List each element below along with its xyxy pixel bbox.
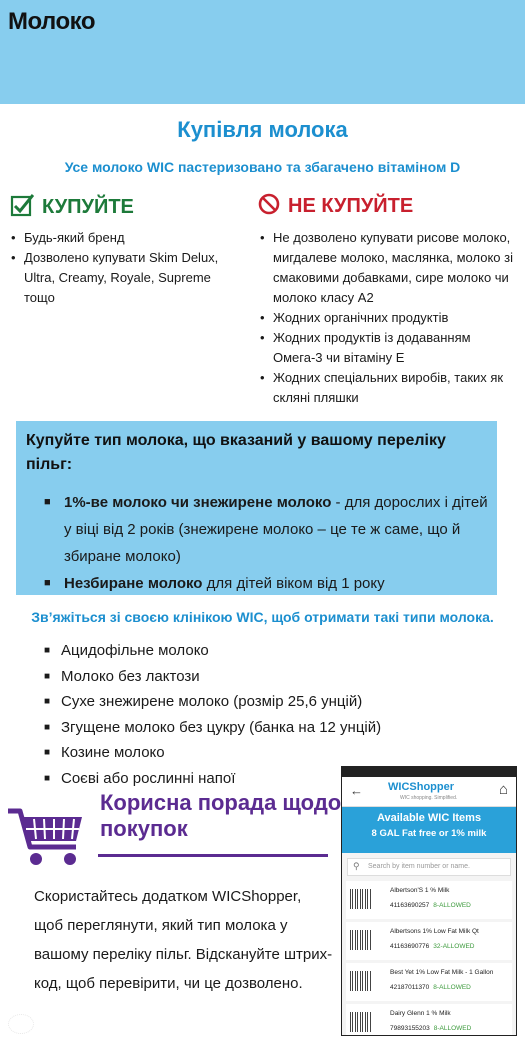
app-item-code: 79893155203: [390, 1025, 430, 1032]
list-item-bold: Незбиране молоко: [64, 575, 203, 592]
app-banner: [342, 807, 516, 853]
list-item: [44, 570, 489, 597]
app-banner-subtitle: 8 GAL Fat free or 1% milk: [371, 828, 487, 839]
benefit-box-title: Купуйте тип молока, що вказаний у вашому переліку пільг:: [26, 432, 446, 473]
app-item-code-row: [390, 943, 474, 950]
do-not-buy-heading: [258, 193, 413, 220]
search-icon: ⚲: [353, 861, 360, 871]
app-item-name: Best Yet 1% Low Fat Milk - 1 Gallon: [390, 969, 494, 976]
list-item: ■ Ацидофільне молоко: [44, 638, 381, 664]
app-item-code: 41163690776: [390, 943, 430, 950]
list-item-text: - для дорослих і дітей у віці від 2 років (знежирене молоко – це те ж саме, що й збиране молоко): [64, 494, 488, 565]
tip-title-line1: Корисна порада щодо: [100, 790, 342, 815]
list-item: • Жодних органічних продуктів: [257, 308, 515, 328]
app-item-code-row: [390, 1025, 471, 1032]
app-item-name: Albertsons 1% Low Fat Milk Qt: [390, 928, 479, 935]
app-banner-title: Available WIC Items: [376, 812, 482, 824]
app-logo: WICShopper: [388, 781, 454, 793]
app-item-code-row: [390, 984, 471, 991]
app-item-code: 42187011370: [390, 984, 430, 991]
app-screenshot: [341, 766, 517, 1036]
faint-watermark: [8, 1014, 34, 1034]
shopping-cart-icon: [6, 805, 86, 874]
app-list-item: [346, 1004, 512, 1036]
special-milk-list: [44, 638, 381, 791]
list-item: • Жодних продуктів із додаванням Омега-3 чи вітаміну Е: [257, 328, 515, 368]
barcode-icon: [350, 889, 372, 909]
app-search-field: [347, 858, 511, 876]
list-item: ■ Молоко без лактози: [44, 664, 381, 690]
list-item: ■ Козине молоко: [44, 740, 381, 766]
buy-list: [8, 228, 244, 308]
app-top-bar: [342, 777, 516, 807]
app-list-item: [346, 881, 512, 919]
tip-text: Скористайтесь додатком WICShopper, щоб переглянути, який тип молока у вашому переліку пільг. Відскануйте штрих-код, щоб перевірити, чи це дозволено.: [34, 888, 333, 992]
list-item: ■ Сухе знежирене молоко (розмір 25,6 унцій): [44, 689, 381, 715]
app-item-name: Albertson'S 1 % Milk: [390, 887, 450, 894]
do-not-buy-label: НЕ КУПУЙТЕ: [288, 195, 414, 217]
section-subtitle: Усе молоко WIC пастеризовано та збагачено вітаміном D: [64, 159, 461, 175]
page-title: Молоко: [8, 8, 95, 35]
list-item: • Жодних спеціальних виробів, таких як скляні пляшки: [257, 368, 515, 408]
list-item-text: для дітей віком від 1 року: [202, 575, 385, 592]
app-item-status: 32-ALLOWED: [433, 943, 475, 950]
app-item-status: 8-ALLOWED: [433, 984, 471, 991]
list-item: ■ Соєві або рослинні напої: [44, 766, 381, 792]
list-item: • Дозволено купувати Skim Delux, Ultra, Creamy, Royale, Supreme тощо: [8, 248, 244, 308]
list-item: ■ Згущене молоко без цукру (банка на 12 унцій): [44, 715, 381, 741]
benefit-box-list: [44, 489, 489, 597]
section-title: Купівля молока: [177, 117, 348, 142]
app-tagline: WIC shopping. Simplified.: [400, 795, 458, 801]
barcode-icon: [350, 971, 372, 991]
tip-title: [100, 790, 341, 842]
no-symbol-icon: [258, 193, 280, 220]
buy-label: КУПУЙТЕ: [42, 196, 134, 218]
contact-clinic-text: Зв’яжіться зі своєю клінікою WIC, щоб отримати такі типи молока.: [31, 609, 494, 625]
app-item-name: Dairy Glenn 1 % Milk: [390, 1010, 451, 1017]
barcode-icon: [350, 1012, 372, 1032]
list-item: [44, 489, 489, 570]
app-list-item: [346, 963, 512, 1001]
list-item: • Будь-який бренд: [8, 228, 244, 248]
barcode-icon: [350, 930, 372, 950]
tip-title-line2: покупок: [100, 816, 188, 841]
app-list-item: [346, 922, 512, 960]
arrow-left-icon: ←: [350, 783, 363, 798]
app-item-status: 8-ALLOWED: [433, 902, 471, 909]
check-box-icon: [10, 193, 34, 222]
app-search-placeholder: Search by item number or name.: [368, 863, 470, 870]
buy-heading: [10, 193, 134, 222]
header-banner: [0, 0, 525, 104]
phone-status-bar: [342, 767, 516, 777]
app-item-code: 41163690257: [390, 902, 430, 909]
home-icon: ⌂: [498, 781, 508, 798]
tip-divider: [98, 854, 328, 857]
benefit-type-box: [16, 421, 497, 595]
app-item-status: 8-ALLOWED: [433, 1025, 472, 1032]
app-item-code-row: [390, 902, 471, 909]
list-item-bold: 1%-ве молоко чи знежирене молоко: [64, 494, 332, 511]
do-not-buy-list: [257, 228, 515, 408]
list-item: • Не дозволено купувати рисове молоко, мигдалеве молоко, маслянка, молоко зі смаковими добавками, сире молоко чи молоко класу A2: [257, 228, 515, 308]
